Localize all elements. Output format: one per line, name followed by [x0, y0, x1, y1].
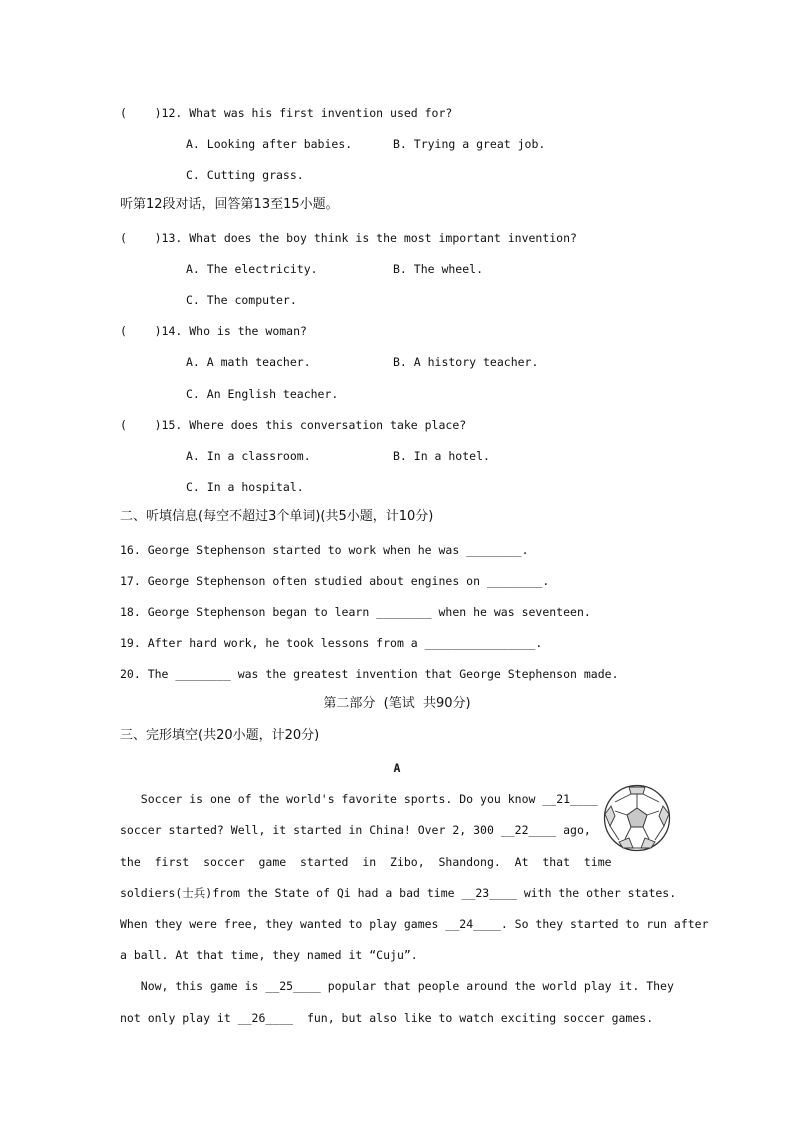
fill-item-18: 18. George Stephenson began to learn ________ when he was seventeen. [120, 605, 591, 619]
passage-text: Now, this game is [120, 979, 266, 993]
fill-item-19: 19. After hard work, he took lessons from a ________________. [120, 636, 543, 650]
q12-option-c: C. Cutting grass. [186, 168, 304, 182]
q12-stem: ( )12. What was his first invention used for? [120, 106, 453, 120]
section-3-heading: 三、完形填空(共20小题，计20分) [120, 728, 320, 743]
passage-line-6: a ball. At that time, they named it “Cuju”. [120, 948, 418, 962]
q15-stem: ( )15. Where does this conversation take place? [120, 418, 467, 432]
passage-line-5 [120, 917, 709, 931]
q12-option-a: A. Looking after babies. [186, 137, 353, 151]
passage-line-4 [120, 886, 676, 900]
blank-24: __24____ [445, 917, 501, 931]
q15-option-c: C. In a hospital. [186, 480, 304, 494]
passage-text: not only play it [120, 1011, 238, 1025]
blank-26: __26____ [237, 1011, 294, 1025]
fill-item-16: 16. George Stephenson started to work when he was ________. [120, 543, 529, 557]
passage-text: popular that people around the world play it. They [320, 979, 674, 993]
passage-line-1 [120, 792, 598, 806]
fill-item-17: 17. George Stephenson often studied about engines on ________. [120, 574, 550, 588]
blank-25: __25____ [265, 979, 321, 993]
q15-option-a: A. In a classroom. [186, 449, 311, 463]
blank-22: __22____ [500, 823, 557, 837]
q13-option-a: A. The electricity. [186, 262, 318, 276]
q14-option-c: C. An English teacher. [186, 387, 339, 401]
q13-option-c: C. The computer. [186, 293, 297, 307]
passage-text: When they were free, they wanted to play games [120, 917, 446, 931]
passage-text: fun, but also like to watch exciting soccer games. [293, 1011, 654, 1025]
blank-23: __23____ [461, 886, 517, 900]
q14-stem: ( )14. Who is the woman? [120, 324, 307, 338]
passage-text: Soccer is one of the world's favorite sports. Do you know [120, 792, 543, 806]
q15-option-b: B. In a hotel. [393, 449, 490, 463]
blank-21: __21____ [542, 792, 598, 806]
passage-text: soldiers(士兵)from the State of Qi had a bad time [120, 886, 462, 900]
passage-text: . So they started to run after [500, 917, 709, 931]
passage-line-8 [120, 1011, 653, 1025]
passage-text: with the other states. [516, 886, 677, 900]
q13-stem: ( )13. What does the boy think is the most important invention? [120, 231, 577, 245]
passage-line-2 [120, 823, 591, 837]
fill-item-20: 20. The ________ was the greatest invention that George Stephenson made. [120, 667, 619, 681]
instruction-12: 听第12段对话，回答第13至15小题。 [120, 197, 339, 212]
passage-text: ago, [556, 823, 591, 837]
passage-line-3: the first soccer game started in Zibo, Shandong. At that time [120, 855, 612, 869]
q12-option-b: B. Trying a great job. [393, 137, 546, 151]
soccer-ball-icon [603, 784, 671, 852]
part-2-heading: 第二部分 (笔试 共90分) [323, 696, 471, 711]
q14-option-b: B. A history teacher. [393, 355, 539, 369]
q14-option-a: A. A math teacher. [186, 355, 311, 369]
section-2-heading: 二、听填信息(每空不超过3个单词)(共5小题，计10分) [120, 509, 434, 524]
passage-line-7 [120, 979, 674, 993]
passage-label: A [393, 761, 401, 775]
q13-option-b: B. The wheel. [393, 262, 484, 276]
passage-text: soccer started? Well, it started in China! Over 2, 300 [120, 823, 501, 837]
